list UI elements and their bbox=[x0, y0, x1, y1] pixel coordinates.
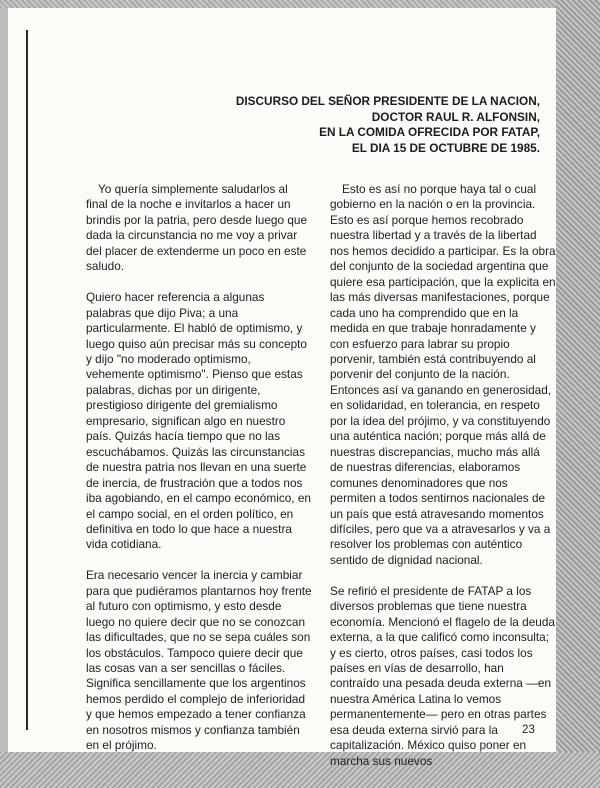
paragraph: Yo quería simplemente saludarlos al final de la noche e invitarlos a hacer un brindis por la patria, pero desde luego que dada la circunstancia no me voy a privar del placer de extenderme un poco en este saludo. bbox=[86, 182, 308, 274]
binding-edge-line bbox=[26, 30, 28, 730]
speech-heading bbox=[180, 94, 540, 156]
document-page bbox=[8, 8, 556, 768]
paragraph: Era necesario vencer la inercia y cambiar para que pudiéramos plantarnos hoy frente al futuro con optimismo, y esto desde luego no quiere decir que no se conozcan las dificultades, que no se sepa cuáles son los obstáculos. Tampoco quiere decir que las cosas van a ser sencillas o fáciles. Significa sencillamente que los argentinos hemos perdido el complejo de inferioridad y que hemos empezado a tener confianza en nosotros mismos y confianza también en el prójimo. bbox=[86, 568, 312, 753]
page-number: 23 bbox=[522, 724, 535, 736]
paragraph: Quiero hacer referencia a algunas palabras que dijo Piva; a una particularmente. El habló de optimismo, y luego quiso aún precisar más su concepto y dijo "no moderado optimismo, vehemente optimismo". Pienso que estas palabras, dichas por un dirigente, prestigioso dirigente del gremialismo empresario, significan algo en nuestro país. Quizás hacía tiempo que no las escuchábamos. Quizás las circunstancias de nuestra patria nos llevan en una suerte de inercia, de frustración que a todos nos iba agobiando, en el campo económico, en el campo social, en el orden político, en definitiva en todo lo que hace a nuestra vida cotidiana. bbox=[86, 290, 311, 552]
heading-line: EL DIA 15 DE OCTUBRE DE 1985. bbox=[351, 140, 540, 155]
right-text-column bbox=[330, 182, 556, 785]
scan-border-right bbox=[556, 0, 600, 788]
scan-border-top bbox=[0, 0, 600, 8]
heading-line: EN LA COMIDA OFRECIDA POR FATAP, bbox=[319, 125, 540, 139]
heading-line: DISCURSO DEL SEÑOR PRESIDENTE DE LA NACION, bbox=[235, 94, 540, 108]
heading-line: DOCTOR RAUL R. ALFONSIN, bbox=[371, 109, 540, 124]
paragraph: Se refirió el presidente de FATAP a los diversos problemas que tiene nuestra economía. Mencionó el flagelo de la deuda externa, a la que calificó como inconsulta; y es cierto, otros países, casi todos los países en vías de desarrollo, han contraído una pesada deuda externa —en nuestra América Latina lo vemos permanentemente— pero en otras partes esa deuda externa sirvió para la capitalización. México quiso poner en marcha sus nuevos bbox=[330, 583, 555, 768]
left-text-column bbox=[86, 182, 312, 769]
paragraph: Esto es así no porque haya tal o cual gobierno en la nación o en la provincia. Esto es así porque hemos recobrado nuestra libertad y a través de la libertad nos hemos decidido a participar. Es la obra del conjunto de la sociedad argentina que quiere esa participación, que la explicita en las más diversas manifestaciones, porque cada uno ha comprendido que en la medida en que trabaje honradamente y con esfuerzo para labrar su propio porvenir, también está contribuyendo al porvenir del conjunto de la nación. Entonces así va ganando en generosidad, en solidaridad, en tolerancia, en respeto por la idea del prójimo, y va constituyendo una auténtica nación; porque más allá de nuestras discrepancias, mucho más allá de nuestras diferencias, elaboramos comunes denominadores que nos permiten a todos sentirnos nacionales de un país que está atravesando momentos difíciles, pero que va a atravesarlos y va a resolver los problemas con auténtico sentido de dignidad nacional. bbox=[330, 182, 556, 567]
